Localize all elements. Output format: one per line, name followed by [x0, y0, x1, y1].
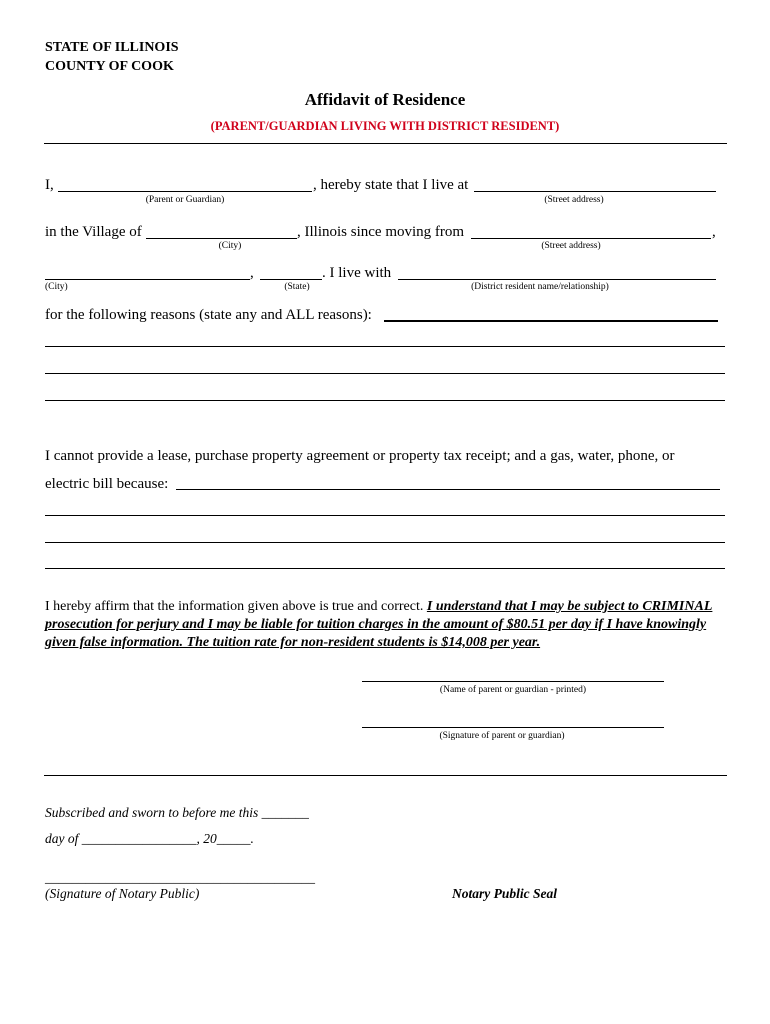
caption-parent: (Parent or Guardian): [145, 195, 225, 205]
line3-comma: ,: [250, 265, 254, 281]
notary-subscribed: Subscribed and sworn to before me this _______: [45, 805, 309, 820]
city-field[interactable]: [146, 238, 297, 239]
previous-city-field[interactable]: [45, 279, 250, 280]
notary-day-line: day of _________________, 20_____.: [45, 831, 254, 846]
reasons-field-3[interactable]: [45, 373, 725, 374]
notary-signature-line: ________________________________________: [45, 870, 315, 885]
caption-city-2: (City): [45, 282, 68, 292]
caption-street-2: (Street address): [541, 241, 601, 251]
reasons-field-2[interactable]: [45, 346, 725, 347]
caption-printed-name: (Name of parent or guardian - printed): [439, 685, 587, 695]
reasons-field-4[interactable]: [45, 400, 725, 401]
electric-field-3[interactable]: [45, 542, 725, 543]
cannot-provide-text: I cannot provide a lease, purchase property agreement or property tax receipt; and a gas, water, phone, or: [45, 448, 675, 464]
electric-field-1[interactable]: [176, 489, 720, 490]
affirmation-plain: I hereby affirm that the information given above is true and correct.: [45, 599, 427, 614]
line3-middle: . I live with: [322, 265, 392, 281]
line2-suffix: ,: [712, 224, 716, 240]
electric-field-2[interactable]: [45, 515, 725, 516]
affirmation-warning: I understand that I may be subject to CRIMINAL prosecution for perjury and I may be liable for tuition charges in the amount of $80.51 per day if I have knowingly given false information. The tuition rate for non-resident students is $14,008 per year.: [45, 599, 713, 650]
caption-resident: (District resident name/relationship): [471, 282, 609, 292]
affirmation-paragraph: [45, 598, 735, 652]
parent-name-field[interactable]: [58, 191, 312, 192]
header-divider: [44, 143, 727, 144]
notary-seal-label: Notary Public Seal: [452, 886, 557, 901]
line2-middle: , Illinois since moving from: [297, 224, 465, 240]
caption-state: (State): [284, 282, 310, 292]
document-title: Affidavit of Residence: [304, 90, 466, 109]
notary-signature-caption: (Signature of Notary Public): [45, 886, 200, 901]
line1-prefix: I,: [45, 177, 54, 193]
electric-field-4[interactable]: [45, 568, 725, 569]
state-field[interactable]: [260, 279, 322, 280]
parent-signature-field[interactable]: [362, 727, 664, 728]
caption-street-1: (Street address): [544, 195, 604, 205]
document-subtitle: (PARENT/GUARDIAN LIVING WITH DISTRICT RESIDENT): [210, 119, 560, 133]
notary-divider: [44, 775, 727, 776]
previous-street-field[interactable]: [471, 238, 711, 239]
printed-name-field[interactable]: [362, 681, 664, 682]
street-address-field[interactable]: [474, 191, 716, 192]
reasons-label: for the following reasons (state any and ALL reasons):: [45, 307, 372, 323]
reasons-field-1[interactable]: [384, 320, 718, 322]
district-resident-field[interactable]: [398, 279, 716, 280]
caption-parent-signature: (Signature of parent or guardian): [439, 731, 565, 741]
electric-bill-label: electric bill because:: [45, 476, 169, 492]
line2-prefix: in the Village of: [45, 224, 142, 240]
state-heading: STATE OF ILLINOIS: [45, 40, 179, 55]
county-heading: COUNTY OF COOK: [45, 59, 174, 74]
caption-city-1: (City): [218, 241, 242, 251]
line1-middle: , hereby state that I live at: [313, 177, 469, 193]
